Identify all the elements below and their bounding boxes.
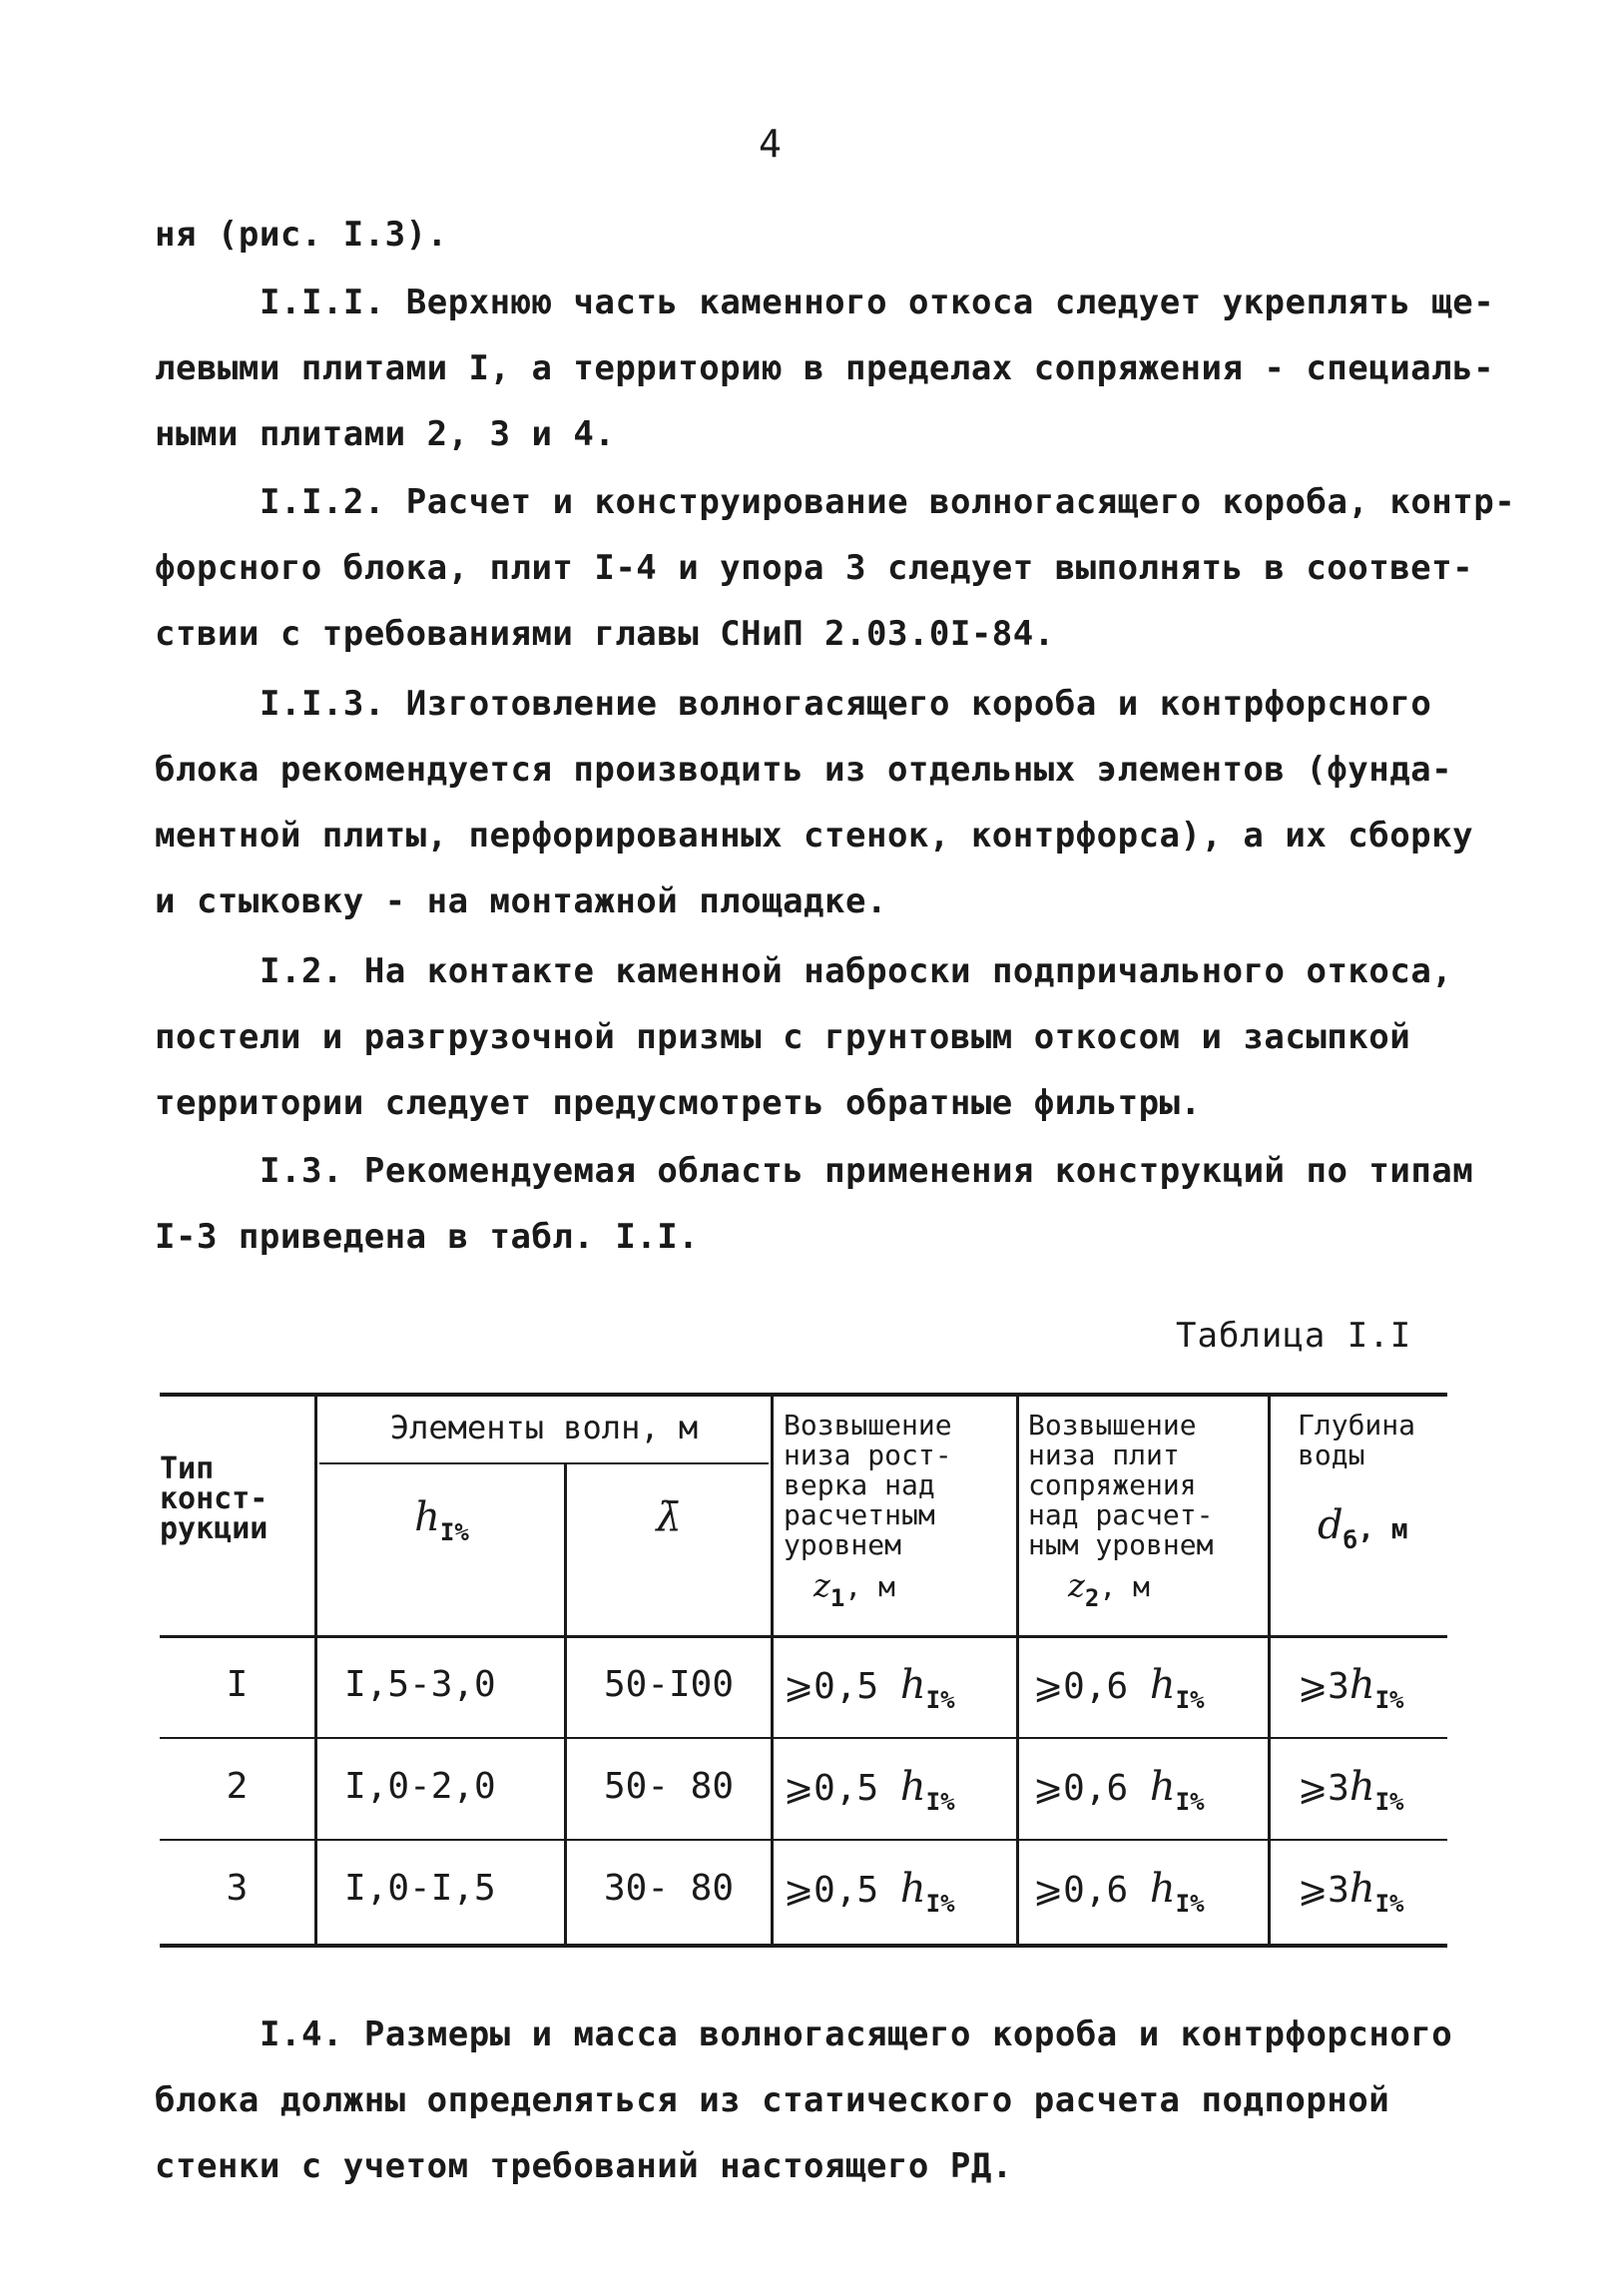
h-subscript: I%	[925, 1686, 955, 1714]
header-wave-elements: Элементы волн, м	[389, 1409, 699, 1446]
h-symbol: h	[414, 1494, 440, 1540]
text-line: блока должны определяться из статического расчета подпорной	[155, 2080, 1390, 2120]
header-line: Тип	[160, 1451, 215, 1486]
header-z1	[784, 1411, 952, 1613]
cell-z2	[1033, 1866, 1205, 1919]
text-line: ня (рис. I.3).	[155, 215, 448, 255]
text-line: ными плитами 2, 3 и 4.	[155, 414, 616, 454]
table-column-rule	[314, 1393, 317, 1947]
z2-subscript: 2	[1084, 1584, 1100, 1612]
h-subscript: I%	[1175, 1788, 1205, 1816]
cell-h: I,0-I,5	[344, 1868, 496, 1909]
text-line: I.4. Размеры и масса волногасящего короба и контрфорсного	[260, 2014, 1453, 2054]
table-top-rule	[160, 1393, 1447, 1397]
header-line: над расчет-	[1028, 1498, 1214, 1531]
z2-unit: , м	[1099, 1570, 1150, 1603]
table-column-rule	[564, 1464, 567, 1947]
header-line: Возвышение	[1028, 1409, 1197, 1441]
h-subscript: I%	[925, 1788, 955, 1816]
cell-depth-value: ⩾3	[1298, 1666, 1349, 1707]
cell-z1	[784, 1866, 955, 1919]
cell-z1	[784, 1662, 955, 1715]
header-line: Глубина	[1298, 1409, 1416, 1441]
h-symbol: h	[1149, 1764, 1176, 1810]
h-symbol: h	[1149, 1866, 1176, 1912]
header-line: Возвышение	[784, 1409, 952, 1441]
paragraph-1-2	[155, 938, 1482, 1136]
h-subscript: I%	[1374, 1890, 1404, 1918]
table-column-rule	[1016, 1393, 1019, 1947]
text-line: левыми плитами I, а территорию в пределах сопряжения - специаль-	[155, 348, 1495, 388]
depth-unit: , м	[1357, 1512, 1408, 1545]
table-header-rule	[160, 1635, 1447, 1638]
cell-z2-value: ⩾0,6	[1033, 1870, 1129, 1911]
cell-depth	[1298, 1662, 1404, 1715]
cell-depth	[1298, 1764, 1404, 1817]
text-line: блока рекомендуется производить из отдельных элементов (фунда-	[155, 750, 1453, 790]
h-subscript: I%	[1374, 1788, 1404, 1816]
paragraph-1-3	[155, 1138, 1482, 1270]
page-number: 4	[759, 122, 782, 166]
h-subscript: I%	[439, 1518, 469, 1546]
cell-h: I,0-2,0	[344, 1766, 496, 1807]
table-bottom-rule	[160, 1944, 1447, 1948]
header-line: сопряжения	[1028, 1468, 1197, 1501]
text-line: I.3. Рекомендуемая область применения конструкций по типам	[260, 1151, 1474, 1191]
cell-z1	[784, 1764, 955, 1817]
h-symbol: h	[899, 1662, 926, 1708]
cell-z1-value: ⩾0,5	[784, 1666, 879, 1707]
text-line: I.I.3. Изготовление волногасящего короба и контрфорсного	[260, 684, 1432, 724]
h-symbol: h	[899, 1866, 926, 1912]
header-depth	[1298, 1411, 1415, 1555]
cell-z1-value: ⩾0,5	[784, 1870, 879, 1911]
h-subscript: I%	[1374, 1686, 1404, 1714]
text-line: постели и разгрузочной призмы с грунтовым откосом и засыпкой	[155, 1017, 1411, 1057]
text-line: I.I.I. Верхнюю часть каменного откоса следует укреплять ще-	[260, 283, 1495, 322]
z1-symbol: z	[813, 1566, 830, 1604]
table-column-rule	[1268, 1393, 1271, 1947]
header-line: низа плит	[1028, 1438, 1180, 1471]
text-line: ментной плиты, перфорированных стенок, контрфорса), а их сборку	[155, 816, 1474, 856]
header-line: конст-	[160, 1481, 269, 1516]
text-line: стенки с учетом требований настоящего РД.	[155, 2146, 1013, 2186]
cell-z1-value: ⩾0,5	[784, 1768, 879, 1809]
cell-lambda: 30- 80	[603, 1868, 735, 1909]
z1-unit: , м	[844, 1570, 895, 1603]
text-line: I-3 приведена в табл. I.I.	[155, 1217, 700, 1257]
table-caption: Таблица I.I	[1176, 1316, 1412, 1356]
cell-type: I	[226, 1664, 249, 1705]
cell-depth-value: ⩾3	[1298, 1870, 1349, 1911]
depth-symbol: d	[1318, 1502, 1344, 1548]
text-line: форсного блока, плит I-4 и упора 3 следует выполнять в соответ-	[155, 548, 1474, 588]
header-line: расчетным	[784, 1498, 935, 1531]
cell-type: 3	[226, 1868, 249, 1909]
header-z2	[1028, 1411, 1213, 1613]
text-line: I.I.2. Расчет и конструирование волногасящего короба, контр-	[260, 482, 1516, 522]
table-row-rule	[160, 1839, 1447, 1841]
table-subheader-rule	[319, 1462, 769, 1464]
paragraph-1-1-2	[155, 469, 1516, 667]
paragraph-1-1-1	[155, 270, 1495, 467]
header-line: воды	[1298, 1438, 1365, 1471]
table-row-rule	[160, 1737, 1447, 1739]
h-symbol: h	[1149, 1662, 1176, 1708]
cell-z2-value: ⩾0,6	[1033, 1666, 1129, 1707]
cell-z2	[1033, 1764, 1205, 1817]
header-line: рукции	[160, 1511, 269, 1546]
cell-h: I,5-3,0	[344, 1664, 496, 1705]
cell-z2-value: ⩾0,6	[1033, 1768, 1129, 1809]
header-h	[319, 1494, 564, 1547]
header-type	[160, 1451, 269, 1546]
cell-lambda: 50- 80	[603, 1766, 735, 1807]
text-line: территории следует предусмотреть обратные фильтры.	[155, 1083, 1202, 1123]
text-line: ствии с требованиями главы СНиП 2.03.0I-84.	[155, 614, 1055, 654]
cell-depth	[1298, 1866, 1404, 1919]
paragraph-continuation	[155, 202, 1482, 268]
z1-subscript: 1	[829, 1584, 845, 1612]
depth-label	[1298, 1502, 1415, 1555]
cell-depth-value: ⩾3	[1298, 1768, 1349, 1809]
h-subscript: I%	[1175, 1686, 1205, 1714]
text-line: I.2. На контакте каменной наброски подпричального откоса,	[260, 951, 1453, 991]
header-line: верка над	[784, 1468, 935, 1501]
h-symbol: h	[1349, 1866, 1375, 1912]
h-symbol: h	[899, 1764, 926, 1810]
header-lambda	[569, 1494, 769, 1540]
header-line: низа рост-	[784, 1438, 952, 1471]
parameters-table	[160, 1393, 1447, 1962]
h-symbol: h	[1349, 1764, 1375, 1810]
cell-lambda: 50-I00	[603, 1664, 735, 1705]
lambda-symbol: λ̄	[656, 1494, 682, 1540]
text-line: и стыковку - на монтажной площадке.	[155, 881, 887, 921]
h-subscript: I%	[925, 1890, 955, 1918]
z2-symbol: z	[1068, 1566, 1085, 1604]
header-line: уровнем	[784, 1528, 902, 1561]
depth-subscript: б	[1343, 1526, 1358, 1554]
paragraph-1-4	[155, 2002, 1482, 2199]
cell-type: 2	[226, 1766, 249, 1807]
table-column-rule	[771, 1393, 774, 1947]
h-symbol: h	[1349, 1662, 1375, 1708]
header-line: ным уровнем	[1028, 1528, 1214, 1561]
paragraph-1-1-3	[155, 671, 1482, 934]
h-subscript: I%	[1175, 1890, 1205, 1918]
z2-label	[1028, 1566, 1213, 1613]
cell-z2	[1033, 1662, 1205, 1715]
z1-label	[784, 1566, 952, 1613]
